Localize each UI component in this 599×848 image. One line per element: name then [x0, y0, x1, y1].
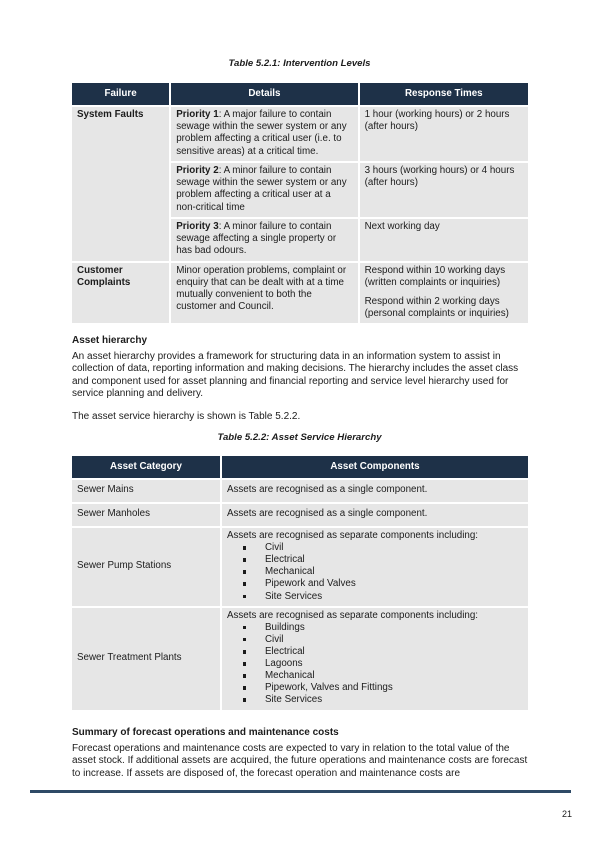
- list-item: Lagoons: [265, 658, 523, 670]
- pump-stations-intro: Assets are recognised as separate components including:: [226, 530, 479, 541]
- asset-hierarchy-paragraph: An asset hierarchy provides a framework for structuring data in an information system to assist in collection of data, reporting information and making decisions. The hierarchy includes the asset class and component used for asset planning and financial reporting and service level hierarchy used for service planning and delivery.: [72, 351, 519, 399]
- list-item: Electrical: [265, 646, 523, 658]
- intervention-levels-table: [70, 81, 530, 325]
- asset-hierarchy-heading: Asset hierarchy: [72, 335, 148, 346]
- asset-service-hierarchy-table: [70, 454, 530, 712]
- components-sewer-manholes: Assets are recognised as a single component.: [222, 504, 528, 526]
- page-number: 21: [561, 809, 572, 819]
- category-sewer-treatment-plants: Sewer Treatment Plants: [72, 608, 220, 710]
- components-sewer-mains: Assets are recognised as a single component.: [222, 480, 528, 502]
- failure-customer-complaints: Customer Complaints: [72, 263, 169, 324]
- list-item: Site Services: [265, 694, 523, 706]
- col-header-failure: Failure: [72, 83, 169, 105]
- table1-caption: Table 5.2.1: Intervention Levels: [228, 58, 371, 69]
- list-item: Electrical: [265, 554, 523, 566]
- complaints-response-written: Respond within 10 working days (written complaints or inquiries): [364, 264, 506, 288]
- priority-1-text: : A major failure to contain sewage within the sewer system or any problem affecting a critical user (i.e. to sensitive areas) at a critical time.: [176, 109, 347, 157]
- priority-1-label: Priority 1: [176, 109, 219, 120]
- list-item: Mechanical: [265, 566, 523, 578]
- col-header-asset-components: Asset Components: [222, 456, 528, 478]
- complaints-response: [360, 263, 528, 324]
- list-item: Civil: [265, 634, 523, 646]
- priority-1-details: [171, 107, 357, 161]
- asset-hierarchy-table-ref: The asset service hierarchy is shown is Table 5.2.2.: [72, 411, 301, 422]
- footer-rule: [30, 790, 571, 793]
- category-sewer-manholes: Sewer Manholes: [72, 504, 220, 526]
- pump-stations-component-list: [227, 542, 523, 602]
- list-item: Pipework and Valves: [265, 578, 523, 590]
- treatment-plants-component-list: [227, 622, 523, 707]
- failure-system-faults: System Faults: [72, 107, 169, 261]
- priority-2-label: Priority 2: [176, 165, 219, 176]
- list-item: Buildings: [265, 622, 523, 634]
- priority-3-text: : A minor failure to contain sewage affecting a single property or has bad odours.: [176, 221, 337, 257]
- category-sewer-pump-stations: Sewer Pump Stations: [72, 528, 220, 606]
- priority-3-response: Next working day: [360, 219, 528, 261]
- col-header-response: Response Times: [360, 83, 528, 105]
- list-item: Civil: [265, 542, 523, 554]
- priority-2-details: [171, 163, 357, 217]
- category-sewer-mains: Sewer Mains: [72, 480, 220, 502]
- priority-3-label: Priority 3: [176, 221, 219, 232]
- priority-2-response: 3 hours (working hours) or 4 hours (after hours): [360, 163, 528, 217]
- list-item: Pipework, Valves and Fittings: [265, 682, 523, 694]
- priority-2-text: : A minor failure to contain sewage within the sewer system or any problem affecting a critical user at a non-critical time: [176, 165, 347, 213]
- list-item: Site Services: [265, 591, 523, 603]
- col-header-details: Details: [171, 83, 357, 105]
- components-sewer-pump-stations: [222, 528, 528, 606]
- priority-1-response: 1 hour (working hours) or 2 hours (after hours): [360, 107, 528, 161]
- summary-heading: Summary of forecast operations and maintenance costs: [72, 727, 339, 738]
- treatment-plants-intro: Assets are recognised as separate components including:: [226, 609, 479, 621]
- components-sewer-treatment-plants: [222, 608, 528, 710]
- priority-3-details: [171, 219, 357, 261]
- complaints-response-personal: Respond within 2 working days (personal complaints or inquiries): [364, 296, 509, 320]
- list-item: Mechanical: [265, 670, 523, 682]
- table2-caption: Table 5.2.2: Asset Service Hierarchy: [217, 432, 382, 443]
- complaints-details: Minor operation problems, complaint or enquiry that can be dealt with at a time mutually convenient to both the customer and Council.: [171, 263, 357, 324]
- col-header-asset-category: Asset Category: [72, 456, 220, 478]
- summary-paragraph: Forecast operations and maintenance costs are expected to vary in relation to the total value of the asset stock. If additional assets are acquired, the future operations and maintenance costs are forecast to increase. If assets are disposed of, the forecast operation and maintenance costs are: [72, 743, 528, 779]
